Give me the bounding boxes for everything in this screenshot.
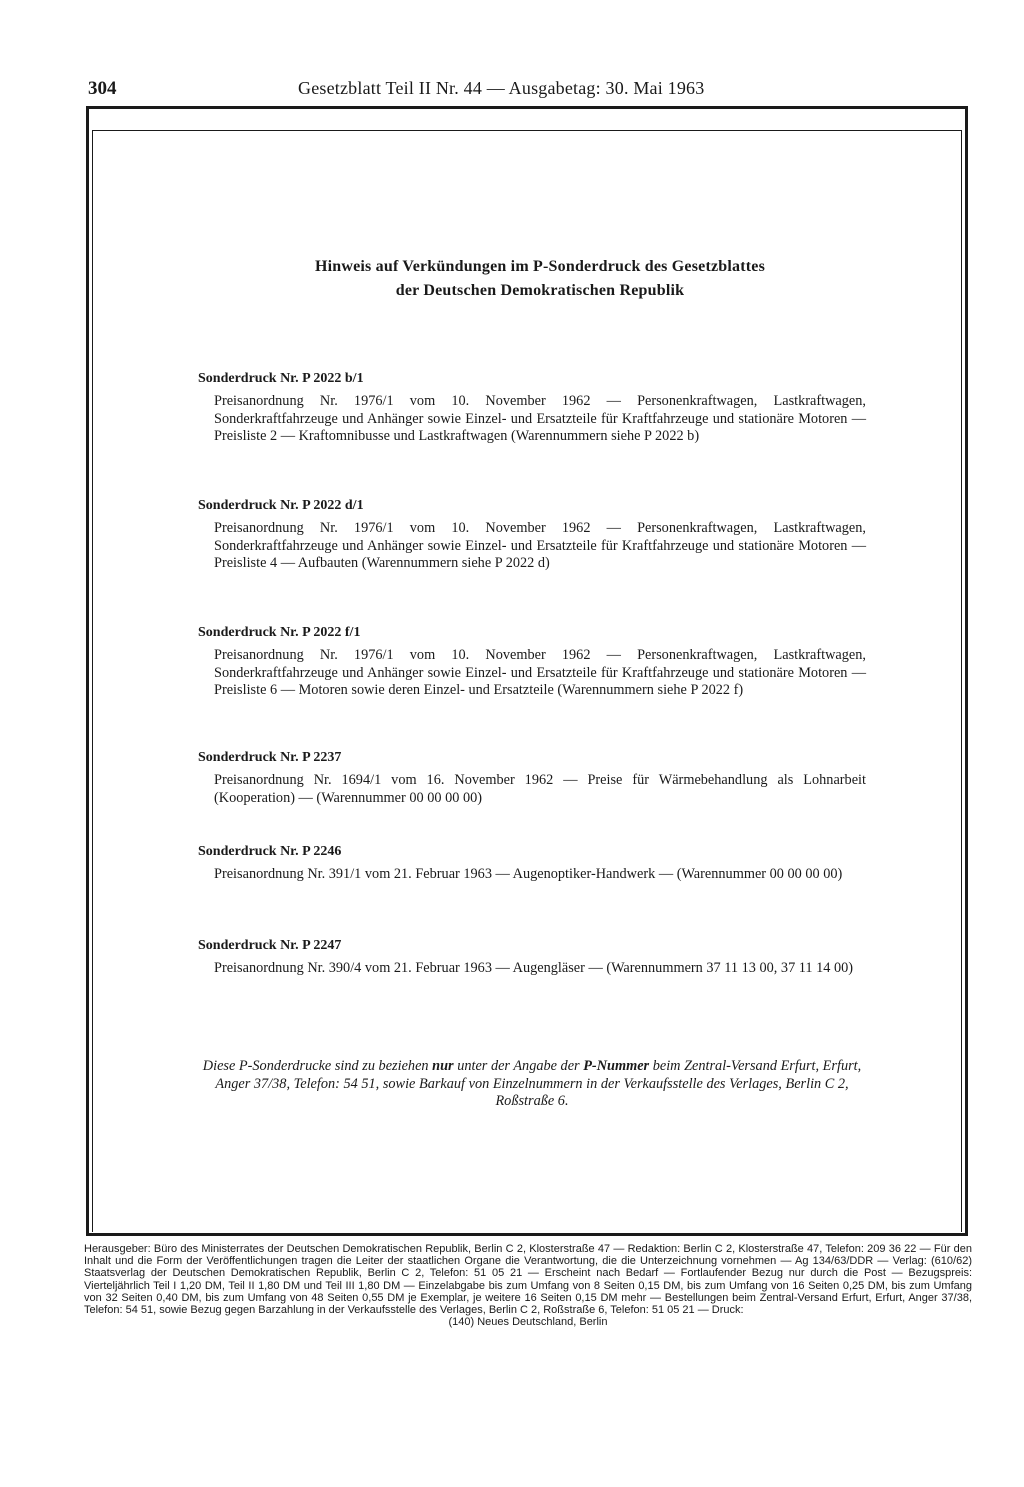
entry-p2022b1: [198, 369, 866, 446]
ordering-notice: [198, 1058, 866, 1111]
page-number: 304: [88, 78, 117, 99]
entry-heading: Sonderdruck Nr. P 2022 f/1: [198, 625, 361, 640]
entry-heading: Sonderdruck Nr. P 2247: [198, 938, 342, 953]
entry-p2246: [198, 842, 866, 884]
entry-heading: Sonderdruck Nr. P 2022 d/1: [198, 498, 364, 513]
entry-p2022f1: [198, 623, 866, 700]
page-header: [88, 78, 968, 104]
notice-emphasis-nur: nur: [432, 1058, 454, 1074]
entry-body: Preisanordnung Nr. 1694/1 vom 16. November 1962 — Preise für Wärmebehandlung als Lohnarbeit (Kooperation) — (Warennummer 00 00 00 00): [214, 772, 866, 806]
entry-p2022d1: [198, 496, 866, 573]
running-head: Gesetzblatt Teil II Nr. 44 — Ausgabetag: 30. Mai 1963: [298, 78, 705, 98]
notice-emphasis-pnummer: P-Nummer: [583, 1058, 650, 1074]
entry-body: Preisanordnung Nr. 1976/1 vom 10. November 1962 — Personenkraftwagen, Lastkraftwagen, Sonderkraftfahrzeuge und Anhänger sowie Einzel- und Ersatzteile für Kraftfahrzeuge und stationäre Motoren — Preisliste 6 — Motoren sowie deren Einzel- und Ersatzteile (Warennummern siehe P 2022 f): [214, 647, 866, 698]
entry-body: Preisanordnung Nr. 1976/1 vom 10. November 1962 — Personenkraftwagen, Lastkraftwagen, Sonderkraftfahrzeuge und Anhänger sowie Einzel- und Ersatzteile für Kraftfahrzeuge und stationäre Motoren — Preisliste 2 — Kraftomnibusse und Lastkraftwagen (Warennummern siehe P 2022 b): [214, 393, 866, 444]
notice-title-line-1: Hinweis auf Verkündungen im P-Sonderdruck des Gesetzblattes: [314, 258, 766, 275]
entry-heading: Sonderdruck Nr. P 2022 b/1: [198, 371, 364, 386]
entry-p2247: [198, 936, 866, 978]
entry-body: Preisanordnung Nr. 1976/1 vom 10. November 1962 — Personenkraftwagen, Lastkraftwagen, Sonderkraftfahrzeuge und Anhänger sowie Einzel- und Ersatzteile für Kraftfahrzeuge und stationäre Motoren — Preisliste 4 — Aufbauten (Warennummern siehe P 2022 d): [214, 520, 866, 571]
notice-title-line-2: der Deutschen Demokratischen Republik: [395, 282, 685, 299]
notice-text-3: beim Zentral-Versand Erfurt, Erfurt, Anger 37/38, Telefon: 54 51, sowie Barkauf von Einzelnummern in der Verkaufsstelle des Verlages, Berlin C 2, Roßstraße 6.: [215, 1058, 862, 1109]
notice-text-2: unter der Angabe der: [457, 1058, 580, 1074]
imprint-text: Herausgeber: Büro des Ministerrates der Deutschen Demokratischen Republik, Berlin C 2, Klosterstraße 47 — Redaktion: Berlin C 2, Klosterstraße 47, Telefon: 209 36 22 — Für den Inhalt und die Form der Veröffentlichungen tragen die Leiter der staatlichen Organe die Verantwortung, die die Unterzeichnung vornehmen — Ag 134/63/DDR — Verlag: (610/62) Staatsverlag der Deutschen Demokratischen Republik, Berlin C 2, Telefon: 51 05 21 — Erscheint nach Bedarf — Fortlaufender Bezug nur durch die Post — Bezugspreis: Vierteljährlich Teil I 1,20 DM, Teil II 1,80 DM und Teil III 1,80 DM — Einzelabgabe bis zum Umfang von 8 Seiten 0,15 DM, bis zum Umfang von 16 Seiten 0,25 DM, bis zum Umfang von 32 Seiten 0,40 DM, bis zum Umfang von 48 Seiten 0,55 DM je Exemplar, je weitere 16 Seiten 0,15 DM mehr — Bestellungen beim Zentral-Versand Erfurt, Erfurt, Anger 37/38, Telefon: 54 51, sowie Bezug gegen Barzahlung in der Verkaufsstelle des Verlages, Berlin C 2, Roßstraße 6, Telefon: 51 05 21 — Druck:: [84, 1243, 972, 1317]
entry-body: Preisanordnung Nr. 391/1 vom 21. Februar 1963 — Augenoptiker-Handwerk — (Warennummer 00 00 00 00): [214, 866, 843, 882]
imprint: [84, 1243, 972, 1328]
notice-text-1: Diese P-Sonderdrucke sind zu beziehen: [202, 1058, 429, 1074]
entry-heading: Sonderdruck Nr. P 2237: [198, 750, 342, 765]
entry-p2237: [198, 748, 866, 807]
notice-title: [200, 255, 880, 303]
imprint-printer: (140) Neues Deutschland, Berlin: [448, 1316, 608, 1329]
entry-heading: Sonderdruck Nr. P 2246: [198, 844, 342, 859]
entry-body: Preisanordnung Nr. 390/4 vom 21. Februar 1963 — Augengläser — (Warennummern 37 11 13 00, 37 11 14 00): [214, 960, 854, 976]
